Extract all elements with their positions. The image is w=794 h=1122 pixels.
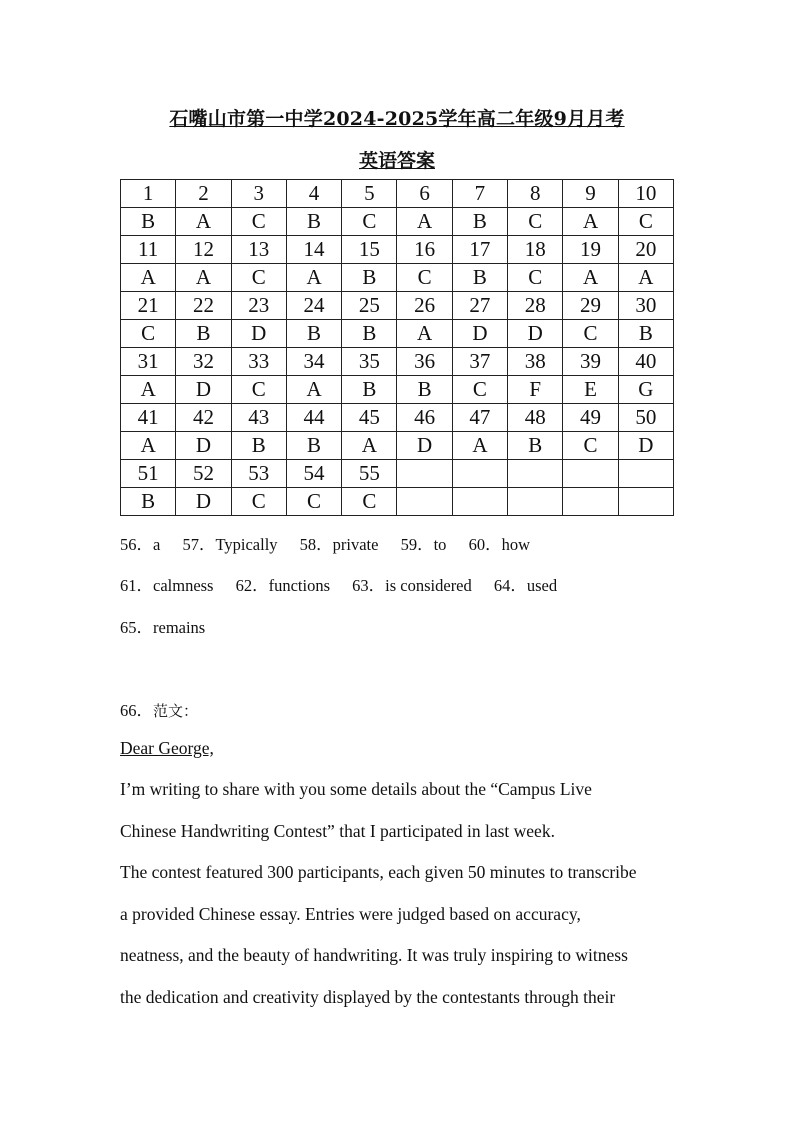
question-number-cell: 31	[121, 348, 176, 376]
answer-cell: B	[286, 432, 341, 460]
fill-in-line-1	[120, 531, 548, 555]
fill-in-item: 61．calmness	[120, 576, 214, 595]
answer-cell: C	[231, 376, 286, 404]
question-number-row	[121, 348, 674, 376]
question-number-cell: 39	[563, 348, 618, 376]
answer-cell: D	[397, 432, 452, 460]
question-number-row	[121, 292, 674, 320]
question-number-cell: 23	[231, 292, 286, 320]
answer-cell: B	[342, 320, 397, 348]
fill-in-item: 62．functions	[235, 576, 331, 595]
question-number-cell: 17	[452, 236, 507, 264]
fill-in-item: 58．private	[299, 535, 379, 554]
question-number-cell: 50	[618, 404, 673, 432]
answer-cell: C	[563, 320, 618, 348]
question-number-cell: 3	[231, 180, 286, 208]
question-number-cell: 46	[397, 404, 452, 432]
question-number-row	[121, 404, 674, 432]
question-number-cell: 20	[618, 236, 673, 264]
answer-cell: A	[121, 264, 176, 292]
answer-cell: A	[286, 264, 341, 292]
answer-cell	[563, 488, 618, 516]
question-number-row	[121, 180, 674, 208]
answer-key-row	[121, 320, 674, 348]
question-number-cell: 24	[286, 292, 341, 320]
letter-line: neatness, and the beauty of handwriting. It was truly inspiring to witness	[120, 945, 628, 965]
letter-line: Chinese Handwriting Contest” that I participated in last week.	[120, 821, 555, 841]
question-number-cell: 36	[397, 348, 452, 376]
question-number-cell: 14	[286, 236, 341, 264]
answer-cell: B	[397, 376, 452, 404]
answer-cell: D	[176, 432, 231, 460]
answer-cell: C	[563, 432, 618, 460]
question-number-cell: 15	[342, 236, 397, 264]
question-number-cell: 34	[286, 348, 341, 376]
answer-key-row	[121, 376, 674, 404]
answer-cell: D	[176, 488, 231, 516]
answer-cell: C	[508, 208, 563, 236]
answer-cell: D	[618, 432, 673, 460]
question-number-cell: 16	[397, 236, 452, 264]
question-number-cell: 8	[508, 180, 563, 208]
question-number-row	[121, 460, 674, 488]
question-number-cell: 54	[286, 460, 341, 488]
question-number-cell: 10	[618, 180, 673, 208]
answer-cell: C	[231, 488, 286, 516]
question-number-cell: 51	[121, 460, 176, 488]
answer-cell: D	[508, 320, 563, 348]
answer-cell: C	[286, 488, 341, 516]
letter-line: I’m writing to share with you some details about the “Campus Live	[120, 779, 592, 799]
question-number-cell: 7	[452, 180, 507, 208]
question-number-cell: 2	[176, 180, 231, 208]
answer-cell: E	[563, 376, 618, 404]
answer-cell: C	[452, 376, 507, 404]
answer-cell: B	[286, 208, 341, 236]
answer-cell: A	[563, 264, 618, 292]
answer-cell: A	[397, 208, 452, 236]
question-number-cell: 28	[508, 292, 563, 320]
question-number-cell: 21	[121, 292, 176, 320]
answer-cell: G	[618, 376, 673, 404]
answer-table-body	[121, 180, 674, 516]
answer-cell: A	[397, 320, 452, 348]
question-number-cell: 6	[397, 180, 452, 208]
question-number-cell: 40	[618, 348, 673, 376]
letter-line: the dedication and creativity displayed by the contestants through their	[120, 987, 616, 1007]
question-number-cell: 41	[121, 404, 176, 432]
question-number-cell: 19	[563, 236, 618, 264]
question-number-cell: 35	[342, 348, 397, 376]
answer-cell: C	[121, 320, 176, 348]
fill-in-item: 56．a	[120, 535, 161, 554]
question-number-cell: 32	[176, 348, 231, 376]
question-number-cell: 11	[121, 236, 176, 264]
answer-cell: F	[508, 376, 563, 404]
question-number-cell: 55	[342, 460, 397, 488]
answer-cell: B	[342, 376, 397, 404]
answer-cell	[452, 488, 507, 516]
answer-cell: C	[342, 488, 397, 516]
question-number-cell	[618, 460, 673, 488]
answer-cell: C	[342, 208, 397, 236]
question-number-cell: 26	[397, 292, 452, 320]
answer-cell: B	[452, 264, 507, 292]
question-number-cell: 33	[231, 348, 286, 376]
letter-line: a provided Chinese essay. Entries were judged based on accuracy,	[120, 904, 581, 924]
question-number-row	[121, 236, 674, 264]
answer-cell: D	[231, 320, 286, 348]
answer-cell: B	[176, 320, 231, 348]
fill-in-line-2	[120, 572, 575, 596]
page-subtitle: 英语答案	[358, 150, 435, 172]
question-number-cell: 9	[563, 180, 618, 208]
fill-in-item: 65．remains	[120, 618, 206, 637]
question-number-cell: 47	[452, 404, 507, 432]
answer-cell: B	[508, 432, 563, 460]
answer-cell	[508, 488, 563, 516]
question-number-cell	[452, 460, 507, 488]
question-number-cell: 29	[563, 292, 618, 320]
answer-key-row	[121, 208, 674, 236]
answer-cell: A	[452, 432, 507, 460]
answer-cell: C	[618, 208, 673, 236]
question-number-cell	[397, 460, 452, 488]
writing-label	[120, 697, 198, 721]
question-number-cell	[508, 460, 563, 488]
fill-in-item: 64．used	[493, 576, 558, 595]
letter-greeting: Dear George,	[120, 738, 214, 758]
fill-in-item: 59．to	[400, 535, 447, 554]
answer-cell: C	[231, 264, 286, 292]
question-number-cell: 25	[342, 292, 397, 320]
answer-cell: A	[563, 208, 618, 236]
answer-cell: C	[397, 264, 452, 292]
answer-cell: A	[176, 208, 231, 236]
answer-cell: A	[176, 264, 231, 292]
question-number-cell: 13	[231, 236, 286, 264]
question-number-cell: 12	[176, 236, 231, 264]
question-number-cell: 18	[508, 236, 563, 264]
question-number-cell: 42	[176, 404, 231, 432]
answer-cell: A	[121, 376, 176, 404]
question-number-cell: 37	[452, 348, 507, 376]
question-number-cell: 30	[618, 292, 673, 320]
question-number-cell: 45	[342, 404, 397, 432]
fill-in-item: 60．how	[468, 535, 530, 554]
writing-number: 66．	[120, 701, 153, 720]
answer-cell: A	[121, 432, 176, 460]
answer-cell: A	[342, 432, 397, 460]
question-number-cell: 49	[563, 404, 618, 432]
answer-cell: A	[618, 264, 673, 292]
question-number-cell: 4	[286, 180, 341, 208]
answer-cell: B	[121, 208, 176, 236]
answer-key-row	[121, 432, 674, 460]
answer-cell: B	[452, 208, 507, 236]
question-number-cell: 1	[121, 180, 176, 208]
answer-cell: D	[452, 320, 507, 348]
answer-key-row	[121, 264, 674, 292]
fill-in-line-3	[120, 614, 223, 638]
fill-in-item: 63．is considered	[352, 576, 472, 595]
answer-cell	[397, 488, 452, 516]
answer-cell	[618, 488, 673, 516]
answer-cell: C	[231, 208, 286, 236]
writing-label-text: 范文：	[153, 702, 199, 720]
question-number-cell: 43	[231, 404, 286, 432]
question-number-cell: 5	[342, 180, 397, 208]
answer-cell: D	[176, 376, 231, 404]
question-number-cell: 48	[508, 404, 563, 432]
answer-cell: B	[121, 488, 176, 516]
answer-key-row	[121, 488, 674, 516]
question-number-cell: 22	[176, 292, 231, 320]
answer-cell: C	[508, 264, 563, 292]
question-number-cell: 27	[452, 292, 507, 320]
letter-line: The contest featured 300 participants, each given 50 minutes to transcribe	[120, 862, 637, 882]
question-number-cell: 53	[231, 460, 286, 488]
question-number-cell	[563, 460, 618, 488]
question-number-cell: 38	[508, 348, 563, 376]
answer-cell: B	[618, 320, 673, 348]
question-number-cell: 52	[176, 460, 231, 488]
answer-cell: A	[286, 376, 341, 404]
answer-cell: B	[286, 320, 341, 348]
answer-cell: B	[231, 432, 286, 460]
question-number-cell: 44	[286, 404, 341, 432]
answer-table	[120, 179, 674, 516]
page-title: 石嘴山市第一中学2024-2025学年高二年级9月月考	[169, 108, 625, 130]
answer-cell: B	[342, 264, 397, 292]
fill-in-item: 57．Typically	[182, 535, 278, 554]
